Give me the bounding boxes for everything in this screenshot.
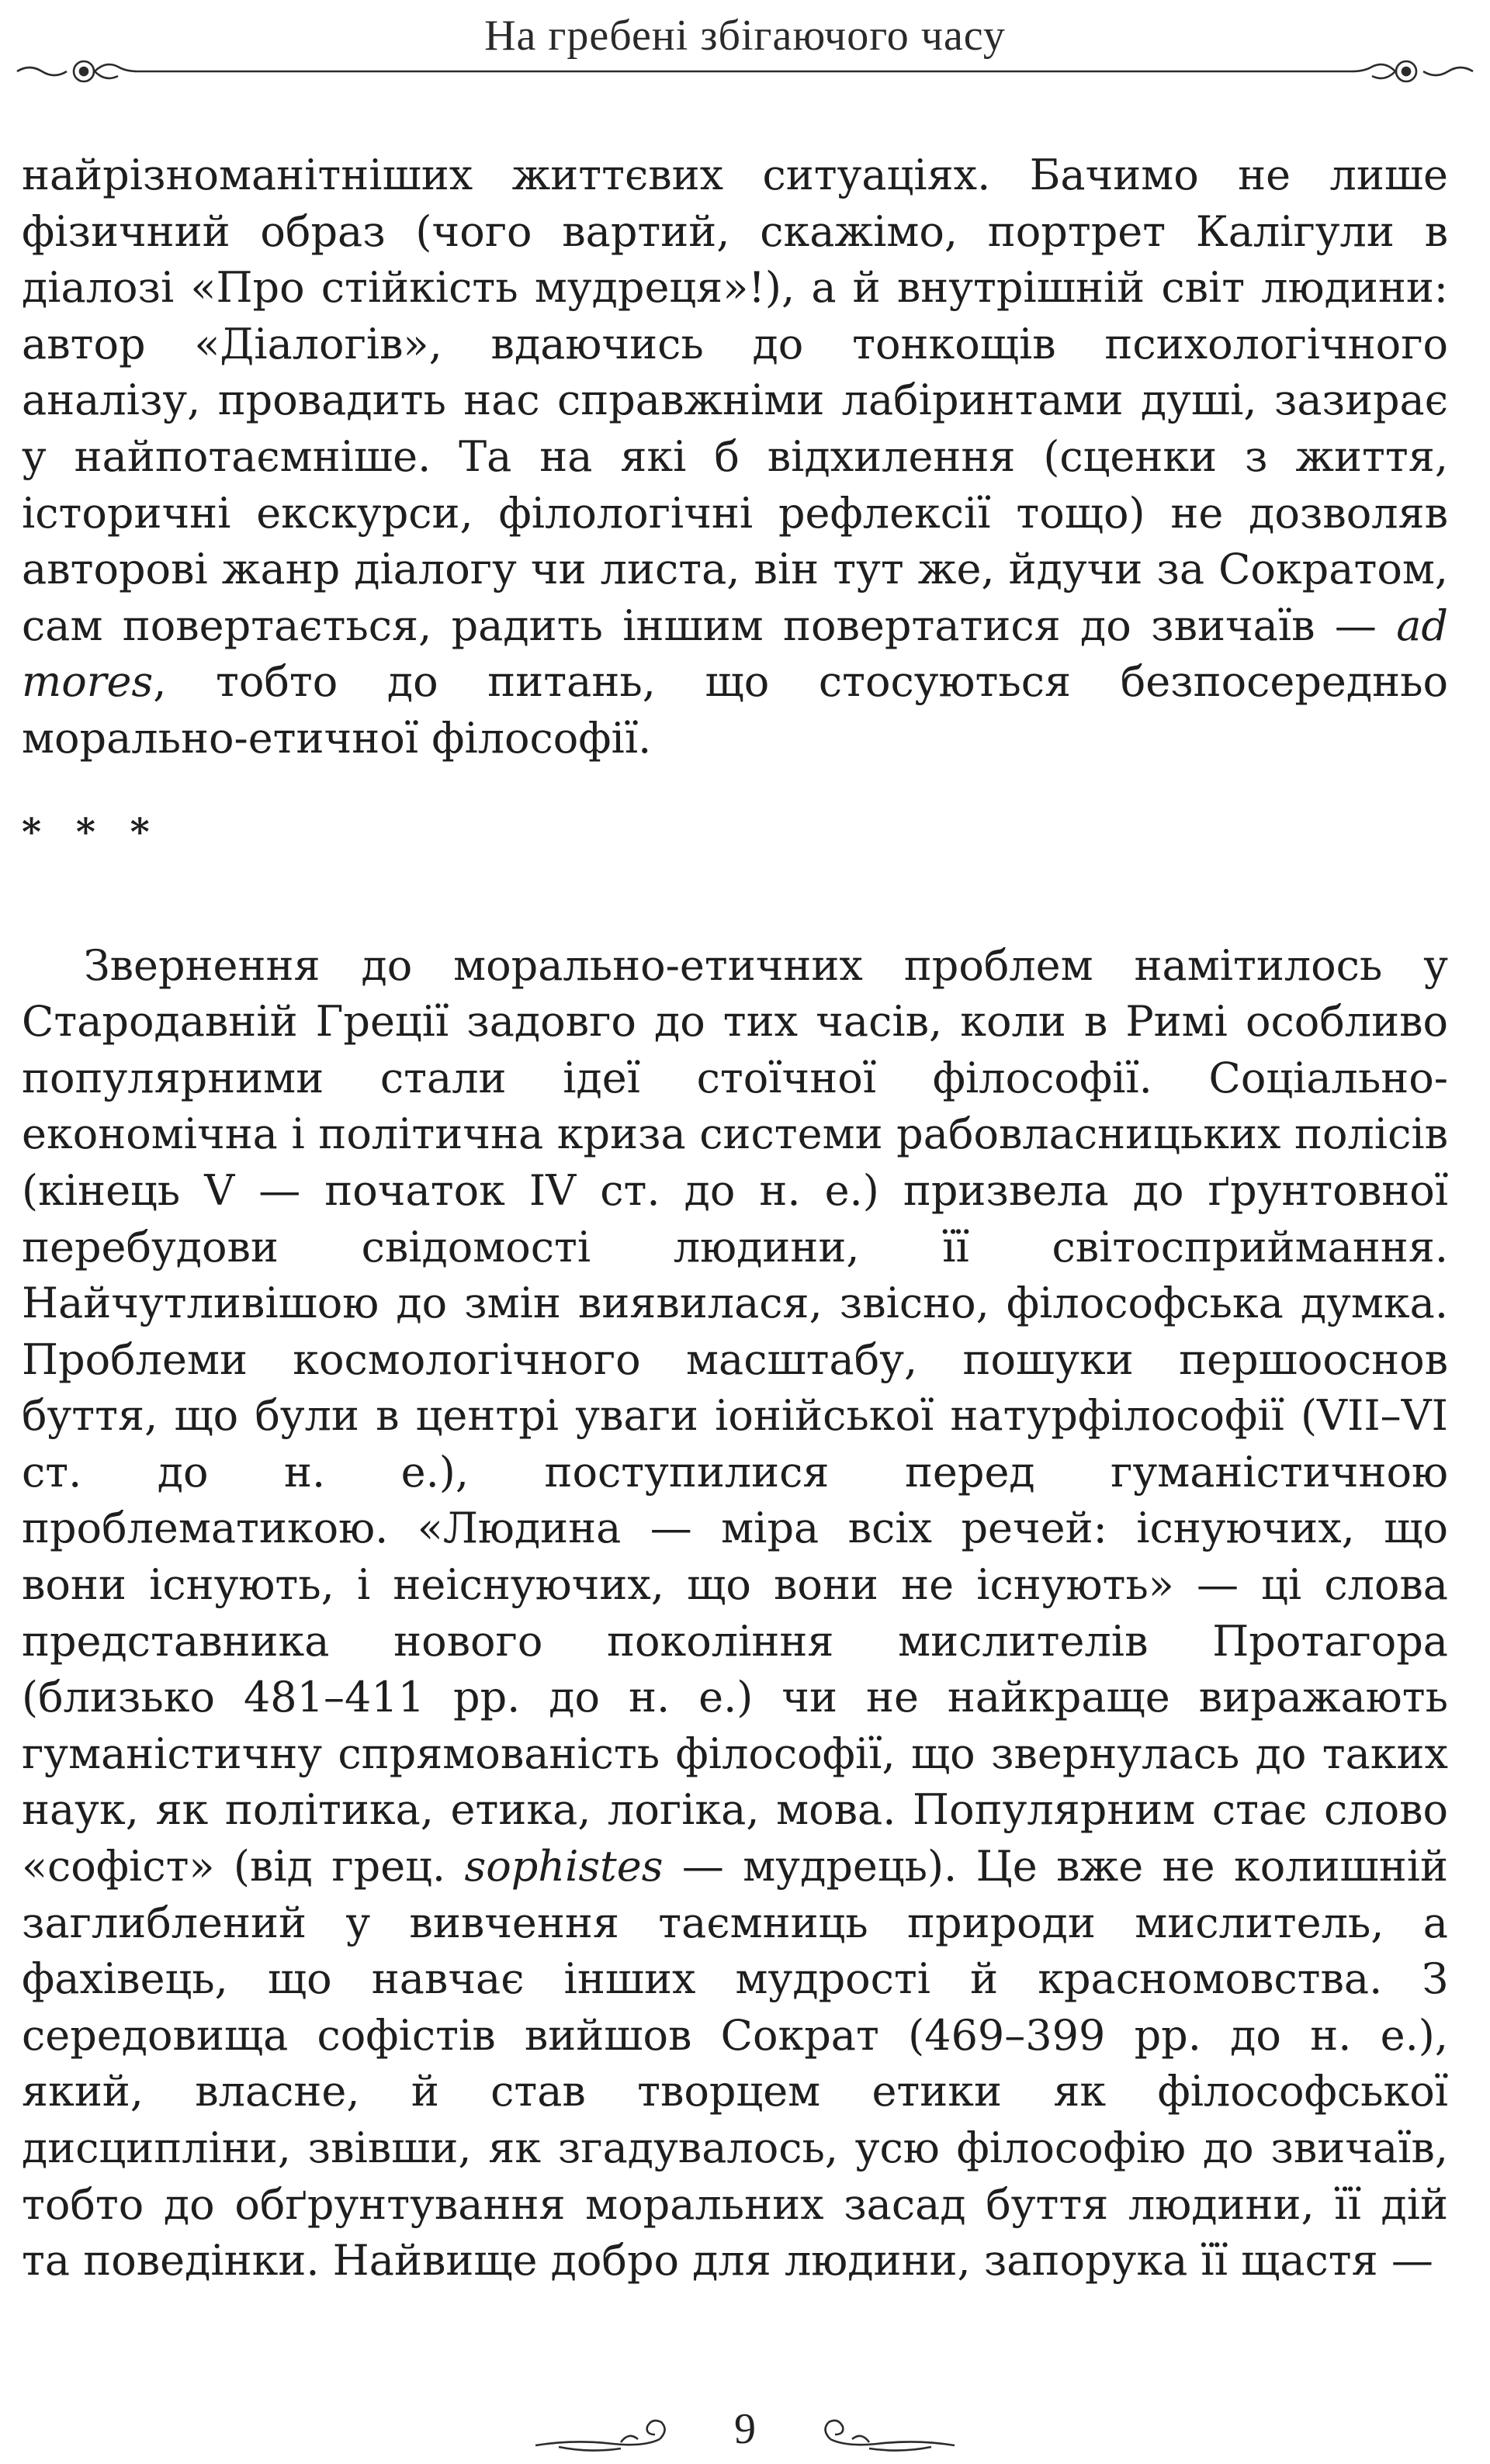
right-flourish-icon — [1352, 61, 1473, 81]
paragraph-1-italic-phrase: ad mores — [22, 600, 1448, 707]
footer-right-flourish-icon — [825, 2421, 955, 2451]
header-ornament-divider — [14, 53, 1476, 90]
paragraph-1 — [22, 147, 1448, 767]
footer-left-flourish-icon — [535, 2421, 665, 2451]
paragraph-1-text-before: найрізноманітніших життєвих ситуаціях. Бачимо не лише фізичний образ (чого вартий, скажімо, портрет Калігули в діалозі «Про стійкість мудреця»!), а й внутрішній світ людини: автор «Діалогів», вдаючись до тонкощів психологічного аналізу, провадить нас справжніми лабіринтами душі, зазирає у найпотаємніше. Та на які б відхилення (сценки з життя, історичні екскурси, філологічні рефлексії тощо) не дозволяв авторові жанр діалогу чи листа, він тут же, йдучи за Сократом, сам повертається, радить іншим повертатися до звичаїв — — [22, 151, 1448, 650]
section-separator: * * * — [22, 810, 161, 854]
paragraph-2-italic-term: sophistes — [464, 1842, 664, 1891]
body-text — [22, 147, 1448, 2289]
running-title: На гребені збігаючого часу — [484, 12, 1006, 60]
page-number: 9 — [734, 2405, 756, 2453]
paragraph-2 — [22, 938, 1448, 2289]
paragraph-2-text-after: — мудрець). Це вже не колишній заглиблений у вивчення таємниць природи мислитель, а фахівець, що навчає інших мудрості й красномовства. З середовища софістів вийшов Сократ (469–399 рр. до н. е.), який, власне, й став творцем етики як філософської дисципліни, звівши, як згадувалось, усю філософію до звичаїв, тобто до обґрунтування моральних засад буття людини, її дій та поведінки. Найвище добро для людини, запорука її щастя — — [22, 1842, 1448, 2286]
left-flourish-icon — [17, 61, 138, 81]
paragraph-2-text-before: Звернення до морально-етичних проблем намітилось у Стародавній Греції задовго до тих часів, коли в Римі особливо популярними стали ідеї стоїчної філософії. Соціально-економічна і політична криза системи рабовласницьких полісів (кінець V — початок IV ст. до н. е.) призвела до ґрунтовної перебудови свідомості людини, її світосприймання. Найчутливішою до змін виявилася, звісно, філософська думка. Проблеми космологічного масштабу, пошуки першооснов буття, що були в центрі уваги іонійської натурфілософії (VII–VI ст. до н. е.), поступилися перед гуманістичною проблематикою. «Людина — міра всіх речей: існуючих, що вони існують, і неіснуючих, що вони не існують» — ці слова представника нового покоління мислителів Протагора (близько 481–411 рр. до н. е.) чи не найкраще виражають гуманістичну спрямованість філософії, що звернулась до таких наук, як політика, етика, логіка, мова. Популярним стає слово «софіст» (від грец. — [22, 940, 1448, 1891]
paragraph-1-text-after: , тобто до питань, що стосуються безпосередньо морально-етичної філософії. — [22, 657, 1448, 763]
